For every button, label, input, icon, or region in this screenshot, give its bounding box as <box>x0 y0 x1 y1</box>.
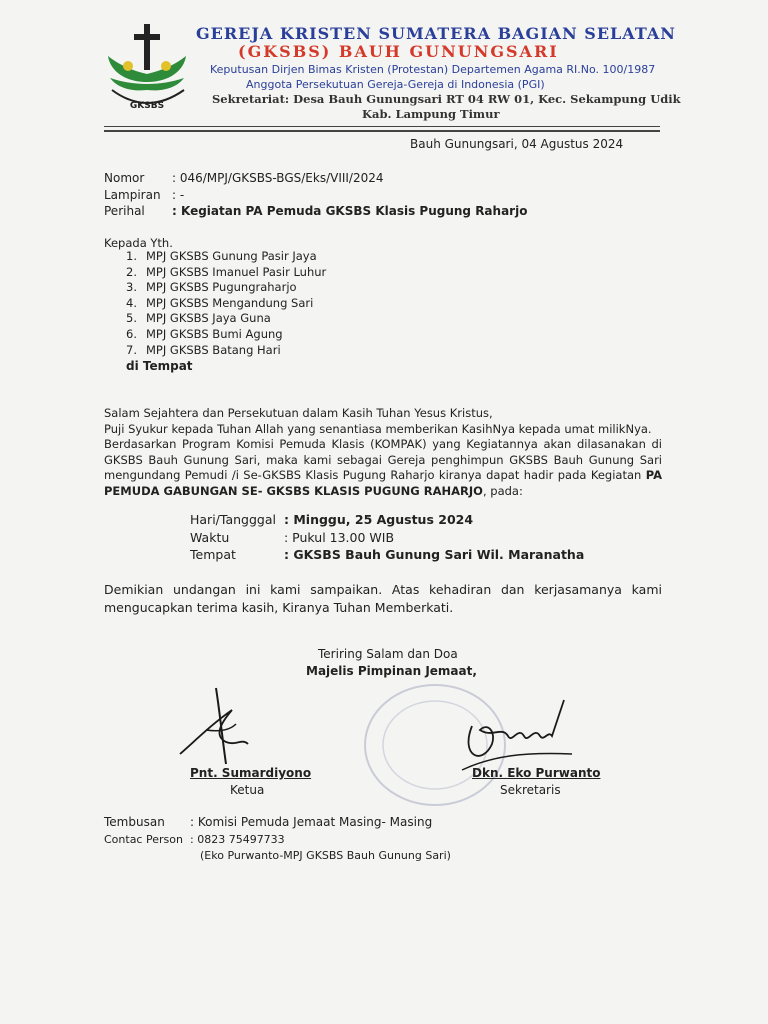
event-date-row: Hari/Tangggal : Minggu, 25 Agustus 2024 <box>190 512 474 527</box>
addressee-greeting: Kepada Yth. <box>104 236 173 250</box>
contact-label: Contac Person <box>104 833 183 846</box>
event-name: PA PEMUDA GABUNGAN SE- GKSBS KLASIS PUGUNG RAHARJO <box>104 468 663 498</box>
church-logo <box>104 20 194 120</box>
event-time-row: Waktu : Pukul 13.00 WIB <box>190 529 395 545</box>
list-item: 1. MPJ GKSBS Gunung Pasir Jaya <box>126 249 317 263</box>
header-divider-thick <box>104 130 660 132</box>
addressee-list <box>126 249 326 358</box>
cross-icon <box>144 24 150 70</box>
list-item: 5. MPJ GKSBS Jaya Guna <box>126 311 271 326</box>
letter-body <box>104 406 662 500</box>
nomor-value: : 046/MPJ/GKSBS-BGS/Eks/VIII/2024 <box>172 171 384 185</box>
header-divider <box>104 126 660 127</box>
nomor-label: Nomor <box>104 171 145 185</box>
signature-chairman <box>176 684 272 768</box>
list-item: 3. MPJ GKSBS Pugungraharjo <box>126 280 297 295</box>
list-item: 6. MPJ GKSBS Bumi Agung <box>126 326 283 341</box>
chairman-name: Pnt. Sumardiyono <box>190 766 312 780</box>
place-date: Bauh Gunungsari, 04 Agustus 2024 <box>410 137 624 151</box>
event-details <box>190 512 584 565</box>
addressee-location: di Tempat <box>126 359 193 373</box>
lampiran-value: : - <box>172 188 185 202</box>
event-place-row: Tempat : GKSBS Bauh Gunung Sari Wil. Maranatha <box>190 547 585 562</box>
logo-text: GKSBS <box>129 101 165 111</box>
regency: Kab. Lampung Timur <box>362 107 500 121</box>
main-paragraph: Berdasarkan Program Komisi Pemuda Klasis (KOMPAK) yang Kegiatannya akan dilasanakan di GKSBS Bauh Gunung Sari, maka kami sebagai Gereja penghimpun GKSBS Bauh Gunung Sari mengundang Pemudi /i Se-GKSBS Klasis Pugung Raharjo kiranya dapat hadir pada Kegiatan PA PEMUDA GABUNGAN SE- GKSBS KLASIS PUGUNG RAHARJO, pada: <box>104 437 663 498</box>
perihal-value: : Kegiatan PA Pemuda GKSBS Klasis Pugung Raharjo <box>172 204 528 218</box>
closing-paragraph: Demikian undangan ini kami sampaikan. Atas kehadiran dan kerjasamanya kami mengucapkan terima kasih, Kiranya Tuhan Memberkati. <box>104 582 662 615</box>
tembusan-value: : Komisi Pemuda Jemaat Masing- Masing <box>190 815 433 829</box>
list-item: 4. MPJ GKSBS Mengandung Sari <box>126 295 314 310</box>
perihal-label: Perihal <box>104 204 145 218</box>
list-item: 7. MPJ GKSBS Batang Hari <box>126 342 281 357</box>
secretariat-address: Sekretariat: Desa Bauh Gunungsari RT 04 RW 01, Kec. Sekampung Udik <box>212 92 681 106</box>
congregation-name: (GKSBS) BAUH GUNUNGSARI <box>238 42 559 61</box>
signature-secretary <box>452 696 580 776</box>
secretary-role: Sekretaris <box>500 783 561 797</box>
contact-name: (Eko Purwanto-MPJ GKSBS Bauh Gunung Sari) <box>200 849 451 862</box>
signoff-council: Majelis Pimpinan Jemaat, <box>306 664 477 678</box>
church-name: GEREJA KRISTEN SUMATERA BAGIAN SELATAN <box>196 24 676 43</box>
contact-phone: : 0823 75497733 <box>190 833 285 846</box>
salutation: Salam Sejahtera dan Persekutuan dalam Kasih Tuhan Yesus Kristus, <box>104 406 493 420</box>
signoff-greeting: Teriring Salam dan Doa <box>318 647 458 661</box>
gratitude-line: Puji Syukur kepada Tuhan Allah yang senantiasa memberikan KasihNya kepada umat milikNya. <box>104 421 652 436</box>
lampiran-label: Lampiran <box>104 188 161 202</box>
list-item: 2. MPJ GKSBS Imanuel Pasir Luhur <box>126 264 327 279</box>
membership-line: Anggota Persekutuan Gereja-Gereja di Indonesia (PGI) <box>246 78 545 91</box>
secretary-name: Dkn. Eko Purwanto <box>472 766 601 780</box>
chairman-role: Ketua <box>230 783 265 797</box>
decree-line: Keputusan Dirjen Bimas Kristen (Protestan) Departemen Agama RI.No. 100/1987 <box>210 63 656 76</box>
tembusan-label: Tembusan <box>104 815 165 829</box>
